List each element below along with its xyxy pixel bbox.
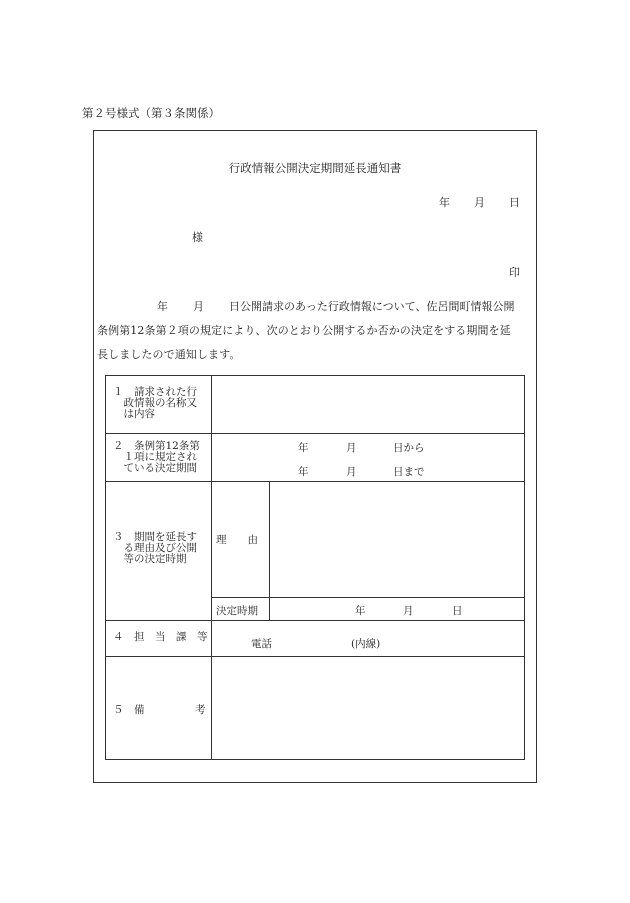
body-line1: 日公開請求のあった行政情報について、佐呂間町情報公開 — [229, 300, 515, 313]
decision-year: 年 — [355, 605, 366, 617]
reason-divider — [269, 481, 270, 620]
from-day: 日から — [393, 442, 425, 454]
form-number: 第２号様式（第３条関係） — [82, 106, 220, 120]
row-divider — [106, 620, 524, 621]
row-divider — [106, 433, 524, 434]
to-month: 月 — [346, 466, 357, 478]
to-year: 年 — [298, 466, 309, 478]
decision-label: 決定時期 — [216, 605, 258, 617]
document-title: 行政情報公開決定期間延長通知書 — [228, 161, 402, 175]
to-day: 日まで — [393, 466, 425, 478]
date-year: 年 — [439, 196, 450, 209]
body-month: 月 — [193, 300, 204, 313]
decision-day: 日 — [452, 605, 463, 617]
decision-divider — [211, 597, 524, 598]
from-year: 年 — [298, 442, 309, 454]
decision-month: 月 — [403, 605, 414, 617]
body-line2: 条例第12条第２項の規定により、次のとおり公開するか否かの決定をする期間を延 — [97, 324, 511, 337]
phone-label: 電話 — [251, 638, 272, 650]
reason-label: 理 由 — [216, 534, 258, 546]
date-month: 月 — [474, 196, 485, 209]
row5-label-end: 考 — [195, 704, 206, 716]
row5-label: ５ 備 — [113, 704, 145, 716]
extension-label: (内線) — [351, 638, 381, 650]
addressee-suffix: 様 — [192, 231, 203, 244]
seal-mark: 印 — [509, 266, 520, 279]
from-month: 月 — [346, 442, 357, 454]
row1-label: １ 請求された行 政情報の名称又 は内容 — [113, 386, 197, 420]
row4-label: ４ 担 当 課 等 — [113, 631, 208, 643]
date-day: 日 — [509, 196, 520, 209]
body-year: 年 — [157, 300, 168, 313]
row2-label: ２ 条例第12条第 １項に規定され ている決定期間 — [113, 440, 200, 474]
row-divider — [106, 656, 524, 657]
row-divider — [106, 481, 524, 482]
details-table — [105, 375, 525, 760]
body-line3: 長しましたので通知します。 — [97, 348, 241, 361]
row3-label: ３ 期間を延長す る理由及び公開 等の決定時期 — [113, 531, 197, 565]
